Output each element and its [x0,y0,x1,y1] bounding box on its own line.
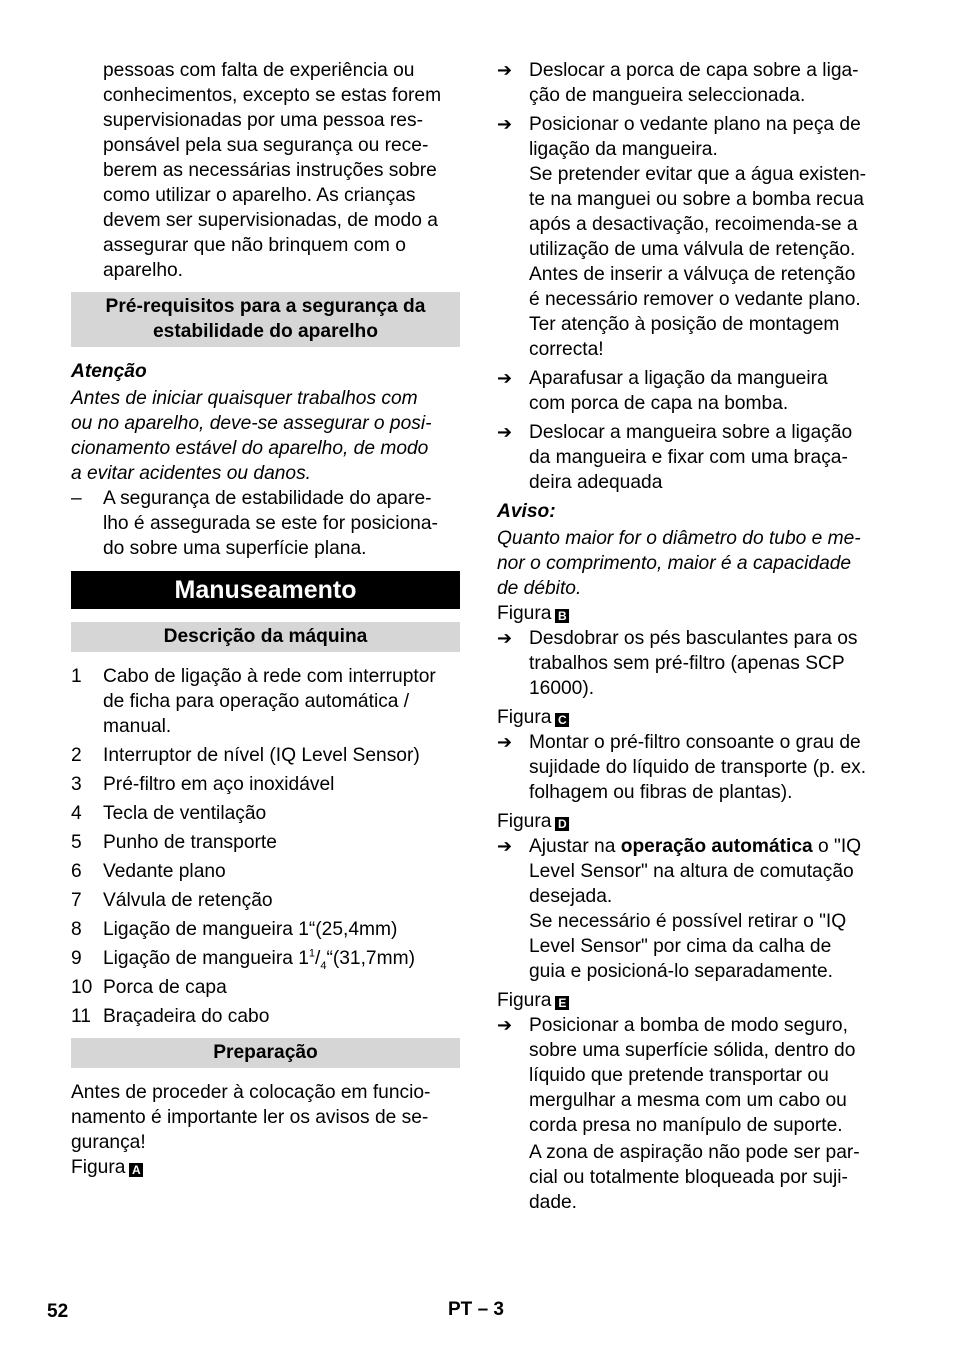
dash-marker: – [71,488,82,509]
arrow-icon: ➔ [497,628,513,648]
arrow-icon: ➔ [497,422,513,442]
step-item: ➔ Desdobrar os pés basculantes para os trabalhos sem pré-filtro (apenas SCP 16000). [497,628,858,699]
list-item: 10 Porca de capa [71,977,227,998]
safety-heading: Pré-requisitos para a segurança da estabilidade do aparelho [71,292,460,347]
list-item: 2 Interruptor de nível (IQ Level Sensor) [71,745,420,766]
step-note: A zona de aspiração não pode ser par- cial ou totalmente bloqueada por suji- dade. [529,1142,860,1213]
arrow-icon: ➔ [497,114,513,134]
machine-heading: Descrição da máquina [71,622,460,652]
arrow-icon: ➔ [497,60,513,80]
prep-paragraph: Antes de proceder à colocação em funcio- namento é importante ler os avisos de se- gurança! [71,1082,431,1153]
step-note: Se necessário é possível retirar o "IQ Level Sensor" por cima da calha de guia e posicioná-lo separadamente. [529,911,847,982]
arrow-icon: ➔ [497,1015,513,1035]
figure-ref-a: Figura A [71,1155,460,1180]
step-item: ➔ Ajustar na operação automática o "IQ Level Sensor" na altura de comutação desejada. [497,836,862,907]
dash-list-item: – A segurança de estabilidade do apare- lho é assegurada se este for posiciona- do sobre uma superfície plana. [71,488,438,559]
step-note: Se pretender evitar que a água existen- te na manguei ou sobre a bomba recua após a desactivação, recoimenda-se a utilização de uma válvula de retenção. Antes de inserir a válvuça de retenção é necessário remover o vedante plano. Ter atenção à posição de montagem correcta! [529,164,867,360]
figure-ref-e: Figura E [497,988,887,1013]
arrow-icon: ➔ [497,732,513,752]
atencao-text: Antes de iniciar quaisquer trabalhos com ou no aparelho, deve-se assegurar o posi- cionamento estável do aparelho, de modo a evitar acidentes ou danos. [71,388,432,484]
aviso-text: Quanto maior for o diâmetro do tubo e me- nor o comprimento, maior é a capacidade de débito. [497,528,861,599]
step-item: ➔ Deslocar a porca de capa sobre a liga- ção de mangueira seleccionada. [497,60,859,106]
step-item: ➔ Montar o pré-filtro consoante o grau de sujidade do líquido de transporte (p. ex. folhagem ou fibras de plantas). [497,732,867,803]
list-item: 6 Vedante plano [71,861,226,882]
step-item: ➔ Posicionar a bomba de modo seguro, sobre uma superfície sólida, dentro do líquido que pretende transportar ou mergulhar a mesma com um cabo ou corda presa no manípulo de suporte. [497,1015,856,1136]
aviso-label: Aviso: [497,501,556,522]
arrow-icon: ➔ [497,368,513,388]
figure-letter-icon: E [555,996,569,1010]
figure-letter-icon: A [129,1163,143,1177]
step-item: ➔ Deslocar a mangueira sobre a ligação da mangueira e fixar com uma braça- deira adequada [497,422,853,493]
arrow-icon: ➔ [497,836,513,856]
figure-ref-d: Figura D [497,809,887,834]
main-heading: Manuseamento [71,571,460,609]
figure-letter-icon: B [555,609,569,623]
figure-letter-icon: C [555,713,569,727]
list-item: 9 Ligação de mangueira $1^1/_4“(31,7mm)$ [71,947,415,972]
list-item: 5 Punho de transporte [71,832,277,853]
intro-paragraph: pessoas com falta de experiência ou conhecimentos, excepto se estas forem supervisionadas por uma pessoa res- ponsável pela sua segurança ou rece- berem as necessárias instruções sobre como utilizar o aparelho. As crianças devem ser supervisionadas, de modo a assegurar que não brinquem com o aparelho. [103,60,442,281]
figure-letter-icon: D [555,817,569,831]
step-item: ➔ Aparafusar a ligação da mangueira com porca de capa na bomba. [497,368,828,414]
step-item: ➔ Posicionar o vedante plano na peça de ligação da mangueira. [497,114,861,160]
list-item: 8 Ligação de mangueira 1“(25,4mm) [71,919,398,940]
list-item: 3 Pré-filtro em aço inoxidável [71,774,335,795]
atencao-label: Atenção [71,361,147,382]
parts-list [71,664,460,1029]
prep-heading: Preparação [71,1038,460,1068]
page-footer-label: PT – 3 [448,1299,504,1320]
page-number: 52 [47,1301,69,1322]
right-column [497,58,887,1215]
figure-ref-c: Figura C [497,705,887,730]
list-item: 11 Braçadeira do cabo [71,1006,270,1027]
left-column [71,58,460,1180]
list-item: 1 Cabo de ligação à rede com interruptor de ficha para operação automática / manual. [71,666,436,737]
list-item: 7 Válvula de retenção [71,890,273,911]
list-item: 4 Tecla de ventilação [71,803,267,824]
figure-ref-b: Figura B [497,601,887,626]
